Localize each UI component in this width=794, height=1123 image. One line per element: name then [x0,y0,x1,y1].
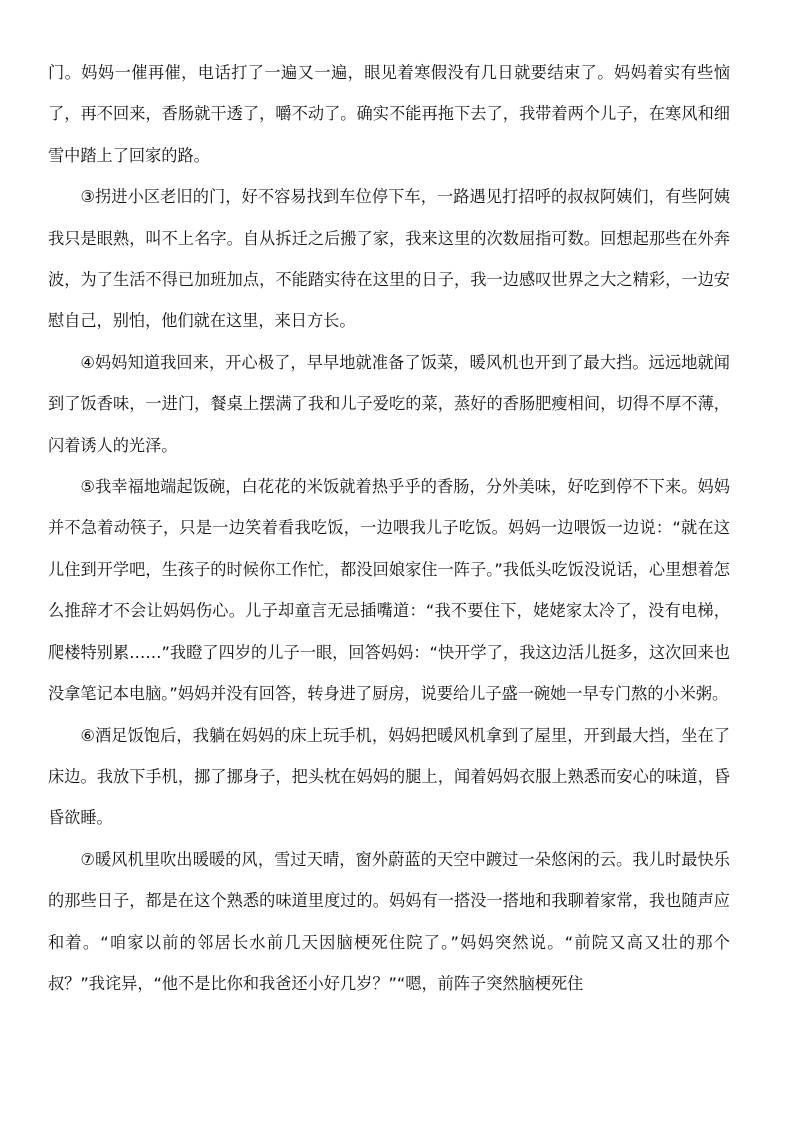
paragraph-marker: ⑥ [80,725,95,745]
paragraph-text: 暖风机里吹出暖暖的风，雪过天晴，窗外蔚蓝的天空中踱过一朵悠闲的云。我儿时最快乐的那些日子，都是在这个熟悉的味道里度过的。妈妈有一搭没一搭地和我聊着家常，我也随声应和着。“咱家以前的邻居长水前几天因脑梗死住院了。”妈妈突然说。“前院又高又壮的那个叔？”我诧异，“他不是比你和我爸还小好几岁？”“嗯，前阵子突然脑梗死住 [48,849,730,993]
paragraph-text: 妈妈知道我回来，开心极了，早早地就准备了饭菜，暖风机也开到了最大挡。远远地就闻到了饭香味，一进门，餐桌上摆满了我和儿子爱吃的菜，蒸好的香肠肥瘦相间，切得不厚不薄，闪着诱人的光泽。 [48,352,730,455]
paragraph-7 [48,839,730,1005]
paragraph-marker: ⑦ [80,849,95,869]
paragraph-text: 酒足饭饱后，我躺在妈妈的床上玩手机，妈妈把暖风机拿到了屋里，开到最大挡，坐在了床边。我放下手机，挪了挪身子，把头枕在妈妈的腿上，闻着妈妈衣服上熟悉而安心的味道，昏昏欲睡。 [48,725,730,828]
paragraph-marker: ③ [80,187,95,207]
paragraph-marker: ⑤ [80,477,95,497]
paragraph-6 [48,715,730,839]
paragraph-5 [48,466,730,714]
paragraph-text: 我幸福地端起饭碗，白花花的米饭就着热乎乎的香肠，分外美味，好吃到停不下来。妈妈并不急着动筷子，只是一边笑着看我吃饭，一边喂我儿子吃饭。妈妈一边喂饭一边说：“就在这儿住到开学吧，生孩子的时候你工作忙，都没回娘家住一阵子。”我低头吃饭没说话，心里想着怎么推辞才不会让妈妈伤心。儿子却童言无忌插嘴道：“我不要住下，姥姥家太冷了，没有电梯，爬楼特别累……”我瞪了四岁的儿子一眼，回答妈妈：“快开学了，我这边活儿挺多，这次回来也没拿笔记本电脑。”妈妈并没有回答，转身进了厨房，说要给儿子盛一碗她一早专门熬的小米粥。 [48,477,730,704]
paragraph-continuation [48,52,730,176]
paragraph-marker: ④ [80,352,95,372]
document-page [48,52,730,1004]
paragraph-text: 拐进小区老旧的门，好不容易找到车位停下车，一路遇见打招呼的叔叔阿姨们，有些阿姨我只是眼熟，叫不上名字。自从拆迁之后搬了家，我来这里的次数屈指可数。回想起那些在外奔波，为了生活不得已加班加点，不能踏实待在这里的日子，我一边感叹世界之大之精彩，一边安慰自己，别怕，他们就在这里，来日方长。 [48,187,730,331]
paragraph-text: 门。妈妈一催再催，电话打了一遍又一遍，眼见着寒假没有几日就要结束了。妈妈着实有些恼了，再不回来，香肠就干透了，嚼不动了。确实不能再拖下去了，我带着两个儿子，在寒风和细雪中踏上了回家的路。 [48,63,730,165]
paragraph-4 [48,342,730,466]
paragraph-3 [48,176,730,342]
